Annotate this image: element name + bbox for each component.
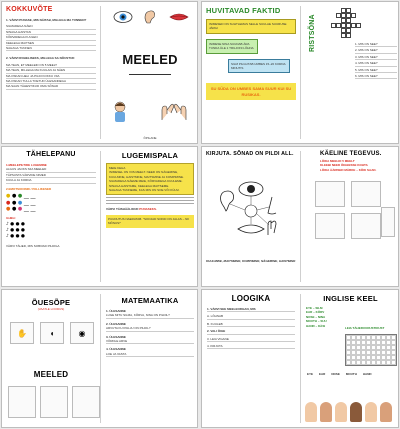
- math-line: 3. ÜLESANNE: [106, 334, 126, 339]
- outdoor-box: [40, 322, 64, 344]
- craft-box: [351, 213, 381, 239]
- crossword-clue: 6. MIS ON SEE?: [355, 74, 397, 79]
- attention-heading-1: 1.MEELEPILTIDE LUGEMINE: [6, 163, 47, 167]
- english-word: EAR – KÕRV: [306, 310, 325, 315]
- attention-line: ALGUS JAOKS SIIA MEELED: [6, 167, 96, 172]
- outdoor-box: [72, 386, 100, 418]
- crossword-cell: [356, 33, 361, 38]
- english-words: [306, 306, 395, 328]
- summary-line: NAHAGA TUNNEN: [6, 46, 96, 51]
- craft-line: LÕIKA MEELID 5 MEELT: [320, 159, 355, 163]
- crossword-clue: 2. MIS ON SEE?: [355, 48, 397, 53]
- logic-title: LOOGIKA: [231, 294, 271, 303]
- summary-line: SILMADEGA NÄEN: [6, 24, 96, 29]
- logic-line: 1. VÄRVI SEE MEELEORGAN, MIS: [207, 307, 295, 312]
- hand-icon: [159, 102, 189, 122]
- outdoor-boxes: [10, 322, 94, 344]
- summary-line: MA SAAN TÄHESTIKUD OMA SÕNAD: [6, 84, 96, 89]
- attention-line: TÄPSUSTA VÄRVIDE NIMED: [6, 173, 96, 178]
- math-line: 2. ÜLESANNE: [106, 321, 126, 326]
- summary-section2-heading: 2. VÄRVI ROHELISEKS, MILLEGA SA NÕUSTUD: [6, 56, 75, 61]
- outdoor-subtitle: (VAATLE LOODUS): [37, 307, 65, 311]
- page-attention-reading: [1, 146, 198, 287]
- english-word-chip: HAND: [362, 372, 372, 376]
- attention-heading-3: 3.HELI: [6, 215, 16, 220]
- fact-3: SILM PILGUTAB UMBES 15–20 KORDA MINUTIS: [228, 59, 290, 74]
- child-icon: [111, 100, 129, 124]
- attention-list: [6, 167, 96, 183]
- math-line: 4. ÜLESANNE: [106, 347, 126, 352]
- summary-line: KEELEGA MAITSEN: [6, 41, 96, 46]
- write-title: KIRJUTA. SÕNAD ON PILDI ALL.: [206, 151, 294, 157]
- fact-4: SU SÜDA ON UMBES SAMA SUUR KUI SU RUSIKAS.: [206, 83, 296, 100]
- crossword-clue: 1. MIS ON SEE?: [355, 42, 397, 47]
- reading-task-label: VÄRVI TÄISHÄÄLIKUD: [106, 207, 139, 212]
- reading-line: NAHAGA TUNNEME, KAS MIS ON SOE VÕI KÜLM.: [109, 188, 180, 193]
- reading-task-2: PUUDUTUS NAERATAB. "SOOJAD SOKID ON JALAS – NII MÕNUS!": [106, 215, 194, 228]
- math-title: MATEMAATIKA: [121, 296, 179, 305]
- child-icon: [320, 402, 332, 422]
- math-tasks: [106, 309, 194, 357]
- summary-line: MA OSKAN HELI JA PILDI KOKKU VIIA: [6, 74, 96, 79]
- english-task: LEIA TÄHERUUDUSTIKUST: [345, 326, 385, 330]
- logic-line: 3. LEIA VIGANE: [207, 337, 295, 342]
- ear-icon: ◖: [49, 328, 55, 338]
- english-word: HAND – KÄSI: [306, 323, 326, 328]
- reading-passage: [106, 163, 194, 195]
- summary-line: MA OSKAN TULLA TOETUD ÜLESANDEGA: [6, 79, 96, 84]
- logic-line: 4. KIRJUTA: [207, 344, 295, 349]
- logic-line: A. LÕHNAB: [207, 314, 295, 319]
- summary-line: NINAGA HAISTAN: [6, 30, 96, 35]
- title-underline: [129, 74, 171, 75]
- logic-line: 2. VALI ÕIGE: [207, 329, 295, 334]
- english-title: INGLISE KEEL: [323, 294, 378, 303]
- facts-title: HUVITAVAD FAKTID: [206, 6, 281, 15]
- reading-task: [106, 207, 194, 211]
- child-icon: [380, 402, 392, 422]
- outdoor-box: [70, 322, 94, 344]
- child-icon: [335, 402, 347, 422]
- outdoor-box: [8, 386, 36, 418]
- math-line: VÕRDLE ARVE: [106, 339, 194, 344]
- senses-bottom-title: MEELED: [33, 370, 69, 379]
- logic-line: B. KUULEB: [207, 322, 295, 327]
- reading-title: LUGEMISPALA: [121, 151, 179, 160]
- math-line: LOE JA VASTA: [106, 352, 194, 357]
- crossword-clue: 4. MIS ON SEE?: [355, 61, 397, 66]
- math-line: ARVUTA KUI PALJU ON PILDIL?: [106, 326, 194, 331]
- english-word-chip: NOSE: [331, 372, 340, 376]
- english-word: EYE – SILM: [306, 306, 323, 310]
- page-write-craft: [201, 146, 399, 287]
- sound-rows: ♪ ● ● ● ♪ ● ● ● ♪ ● ● ●: [6, 221, 25, 239]
- summary-line: MA TEAN, MILLEGA MA KUULAN JA NÄEN: [6, 68, 96, 73]
- summary-list-1: [6, 24, 96, 51]
- children-row: [305, 402, 392, 422]
- outdoor-box: [40, 386, 68, 418]
- attention-note: VÄRVI TÄHED, MIS SOBIVAD PILDIGA: [6, 243, 60, 248]
- child-icon: [305, 402, 317, 422]
- page-summary-senses: [1, 1, 198, 144]
- english-word-row: [307, 372, 395, 376]
- english-word-chip: MOUTH: [345, 372, 357, 376]
- page-logic-english: [201, 289, 399, 428]
- eye-icon: ◉: [78, 328, 86, 338]
- reading-line: INIMESEL ON VIIS MEELT. NEED ON NÄGEMINE, KUULMINE, HAISTMINE, MAITSMINE JA KOMPIMINE.: [109, 170, 184, 179]
- craft-strip: [381, 207, 395, 237]
- outdoor-box: [10, 322, 34, 344]
- senses-title: MEELED: [122, 52, 178, 67]
- senses-diagram: [216, 177, 286, 247]
- eye-icon: [113, 10, 133, 24]
- student-label: ÕPILANE: [143, 136, 157, 140]
- attention-line: KUULA JA KORDA: [6, 178, 96, 183]
- attention-title: TÄHELEPANU: [26, 151, 76, 158]
- english-word: NOSE – NINA: [306, 314, 326, 319]
- english-word-chip: EYE: [307, 372, 314, 376]
- hand-icon: ✋: [17, 328, 27, 338]
- craft-instructions: [320, 159, 395, 172]
- crossword-clue: 3. MIS ON SEE?: [355, 55, 397, 60]
- word-search-cell: [391, 360, 396, 365]
- page-facts-crossword: [201, 1, 399, 144]
- outdoor-title: ÕUESÕPE: [31, 298, 71, 307]
- reading-task-accent: PUNASEKS.: [139, 207, 157, 212]
- page-outdoor-math: [1, 289, 198, 428]
- reading-line: MEIE KEHA: [109, 166, 126, 170]
- child-icon: [365, 402, 377, 422]
- senses-bottom-boxes: [8, 386, 100, 418]
- emotion-rows: ● ● ● __ __ ● ● ● __ __ ● ● ● __ __: [6, 193, 36, 213]
- summary-line: KÕRVADEGA KUULEN: [6, 35, 96, 40]
- reading-line: SILMADEGA NÄEME MEIE, KÕRVADEGA KUULEME.: [109, 179, 183, 184]
- crossword-clues: [355, 42, 397, 80]
- crossword-clue: 5. MIS ON SEE?: [355, 68, 397, 73]
- craft-title: KÄELINE TEGEVUS.: [320, 151, 382, 157]
- reading-line: NINAGA HAISTAME, KEELEGA MAITSEME.: [109, 183, 170, 188]
- ear-icon: [143, 9, 157, 25]
- summary-list-2: [6, 63, 96, 90]
- summary-title: KOKKUVÕTE: [6, 6, 53, 13]
- craft-box: [315, 213, 345, 239]
- logic-tasks: [207, 307, 295, 349]
- mouth-icon: [169, 12, 189, 22]
- math-line: LUGE MITU SILMA, KÕRVA, NINA ON PILDIL?: [106, 313, 194, 318]
- crossword-title: RISTSÕNA: [309, 14, 316, 52]
- math-line: 1. ÜLESANNE: [106, 309, 126, 313]
- summary-section1-heading: 1. VÄRVI PUNASE, MIS NÄITAB, MILLEGA MA TUNNEN?: [6, 18, 87, 22]
- child-icon: [350, 402, 362, 422]
- crossword-grid: [331, 8, 361, 38]
- english-word: MOUTH – SUU: [306, 319, 327, 324]
- write-word-bank: KUULMINE, MAITSMINE, KOMPIMINE, NÄGEMINE, HAISTMINE: [206, 259, 296, 263]
- craft-box: [315, 181, 345, 207]
- craft-box: [351, 181, 381, 207]
- fact-2: INIMESE NINA SUUDAB ÄRA TUNDA ÜLE 1 TRILJONI LÕHNA: [206, 39, 258, 54]
- word-search-grid: [345, 334, 397, 366]
- fact-1: INIMESED ON SUHTLEMAS SELLE SUULAE SUURUSE JÄRGI: [206, 19, 296, 34]
- craft-boxes: [315, 181, 381, 239]
- attention-heading-2: 2.EMOTSIOONID / PALLIKESED: [6, 186, 52, 191]
- summary-line: MA TEAN, ET MEELEID ON 5 MEELT: [6, 63, 96, 68]
- craft-line: KLEEBI NEED ÕIGEESSE KOHTA: [320, 163, 368, 168]
- craft-line: LÕIKA ÄÄRISED MÄRKE – KÕIK SAAD.: [320, 167, 377, 172]
- english-word-chip: EAR: [319, 372, 326, 376]
